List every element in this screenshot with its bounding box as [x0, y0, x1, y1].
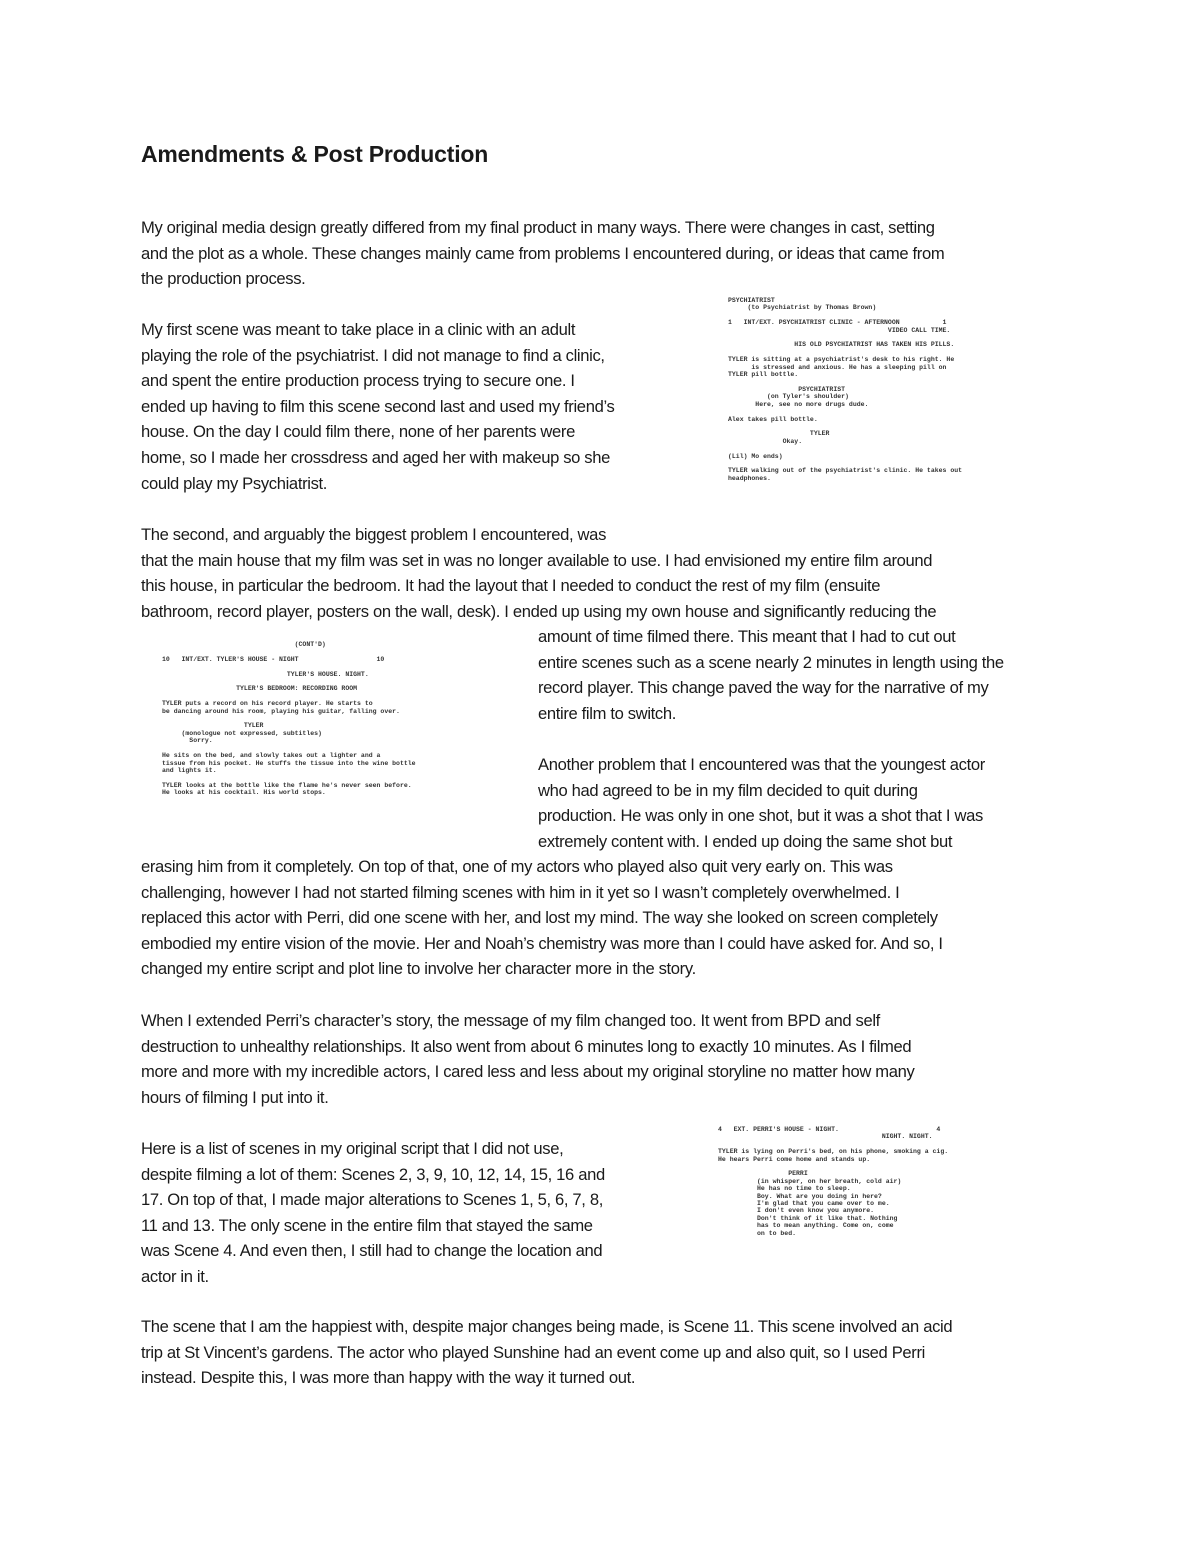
text-line: When I extended Perri’s character’s story, the message of my film changed too. It went from BPD and self: [141, 1011, 880, 1030]
script-excerpt-image: 4 EXT. PERRI'S HOUSE - NIGHT. 4 NIGHT. NIGHT. TYLER is lying on Perri's bed, on his phone, smoking a cig. He hears Perri come home and stands up. PERRI (in whisper, on her breath, cold air) He has no time to sleep. Boy. What are you doing in here? I'm glad that you came over to me. I don't even know you anymore. Don't think of it like that. Nothing has to mean anything. Come on, come on to bed.: [718, 1126, 949, 1237]
text-line: trip at St Vincent’s gardens. The actor who played Sunshine had an event come up and also quit, so I used Perri: [141, 1342, 925, 1362]
text-line: hours of filming I put into it.: [141, 1087, 329, 1107]
text-line: Here is a list of scenes in my original script that I did not use,: [141, 1139, 564, 1158]
page-title: Amendments & Post Production: [141, 141, 489, 167]
paragraph-scene-list: [141, 1136, 605, 1290]
script-excerpt-image: PSYCHIATRIST (to Psychiatrist by Thomas Brown) 1 INT/EXT. PSYCHIATRIST CLINIC - AFTERNOON 1 VIDEO CALL TIME. HIS OLD PSYCHIATRIST HAS TAKEN HIS PILLS. TYLER is sitting at a psychiatrist's desk to his right. He is stressed and anxious. He has a sleeping pill on TYLER pill bottle. PSYCHIATRIST (on Tyler's shoulder) Here, see no more drugs dude. Alex takes pill bottle. TYLER Okay. (Lil) Mo ends) TYLER walking out of the psychiatrist's clinic. He takes out headphones.: [728, 297, 963, 482]
text-line: The second, and arguably the biggest problem I encountered, was: [141, 525, 607, 544]
text-line: the production process.: [141, 269, 306, 289]
paragraph-house-right: [538, 624, 1004, 726]
text-line: amount of time filmed there. This meant that I had to cut out: [538, 627, 956, 646]
text-line: challenging, however I had not started filming scenes with him in it yet so I wasn’t completely overwhelmed. I: [141, 882, 900, 902]
text-line: replaced this actor with Perri, did one scene with her, and lost my mind. The way she looked on screen completely: [141, 908, 938, 928]
text-line: was Scene 4. And even then, I still had to change the location and: [141, 1241, 603, 1261]
text-line: The scene that I am the happiest with, despite major changes being made, is Scene 11. This scene involved an acid: [141, 1317, 953, 1336]
text-line: house. On the day I could film there, none of her parents were: [141, 422, 575, 442]
script-excerpt-image: (CONT'D) 10 INT/EXT. TYLER'S HOUSE - NIGHT 10 TYLER'S HOUSE. NIGHT. TYLER'S BEDROOM: RECORDING ROOM TYLER puts a record on his record player. He starts to be dancing around his room, playing his guitar, falling over. TYLER (monologue not expressed, subtitles) Sorry. He sits on the bed, and slowly takes out a lighter and a tissue from his pocket. He stuffs the tissue into the wine bottle and lights it. TYLER looks at the bottle like the flame he's never seen before. He looks at his cocktail. His world stops.: [162, 641, 416, 797]
text-line: instead. Despite this, I was more than happy with the way it turned out.: [141, 1368, 636, 1388]
text-line: record player. This change paved the way for the narrative of my: [538, 678, 989, 698]
paragraph-house-top: [141, 522, 936, 624]
text-line: extremely content with. I ended up doing the same shot but: [538, 831, 953, 851]
text-line: despite filming a lot of them: Scenes 2, 3, 9, 10, 12, 14, 15, 16 and: [141, 1164, 605, 1184]
text-line: actor in it.: [141, 1266, 209, 1286]
text-line: entire film to switch.: [538, 703, 676, 723]
text-line: that the main house that my film was set in was no longer available to use. I had envisioned my entire film around: [141, 550, 933, 570]
text-line: bathroom, record player, posters on the wall, desk). I ended up using my own house and significantly reducing the: [141, 601, 937, 621]
paragraph-message: [141, 1008, 914, 1110]
text-line: and spent the entire production process trying to secure one. I: [141, 371, 575, 391]
text-line: who had agreed to be in my film decided to quit during: [538, 780, 918, 800]
text-line: Another problem that I encountered was that the youngest actor: [538, 755, 985, 774]
text-line: production. He was only in one shot, but it was a shot that I was: [538, 806, 983, 826]
text-line: erasing him from it completely. On top of that, one of my actors who played also quit very early on. This was: [141, 857, 893, 876]
text-line: entire scenes such as a scene nearly 2 minutes in length using the: [538, 652, 1004, 672]
text-line: playing the role of the psychiatrist. I did not manage to find a clinic,: [141, 345, 605, 365]
text-line: 17. On top of that, I made major alterations to Scenes 1, 5, 6, 7, 8,: [141, 1190, 603, 1210]
text-line: this house, in particular the bedroom. It had the layout that I needed to conduct the rest of my film (ensuite: [141, 576, 881, 596]
paragraph-scene-11: [141, 1314, 952, 1391]
text-line: more and more with my incredible actors, I cared less and less about my original storyline no matter how many: [141, 1062, 915, 1082]
text-line: home, so I made her crossdress and aged her with makeup so she: [141, 447, 610, 467]
paragraph-actor-right: [538, 752, 985, 854]
paragraph-actor-bottom: [141, 854, 943, 982]
text-line: 11 and 13. The only scene in the entire film that stayed the same: [141, 1215, 593, 1235]
text-line: ended up having to film this scene second last and used my friend’s: [141, 396, 615, 416]
text-line: destruction to unhealthy relationships. It also went from about 6 minutes long to exactly 10 minutes. As I filmed: [141, 1036, 912, 1056]
text-line: My first scene was meant to take place in a clinic with an adult: [141, 320, 576, 339]
paragraph-intro: [141, 215, 944, 292]
text-line: and the plot as a whole. These changes mainly came from problems I encountered during, or ideas that came from: [141, 243, 945, 263]
text-line: embodied my entire vision of the movie. Her and Noah’s chemistry was more than I could have asked for. And so, I: [141, 933, 943, 953]
text-line: My original media design greatly differed from my final product in many ways. There were changes in cast, setting: [141, 218, 935, 237]
text-line: changed my entire script and plot line to involve her character more in the story.: [141, 959, 696, 979]
paragraph-clinic: [141, 317, 614, 496]
text-line: could play my Psychiatrist.: [141, 473, 328, 493]
